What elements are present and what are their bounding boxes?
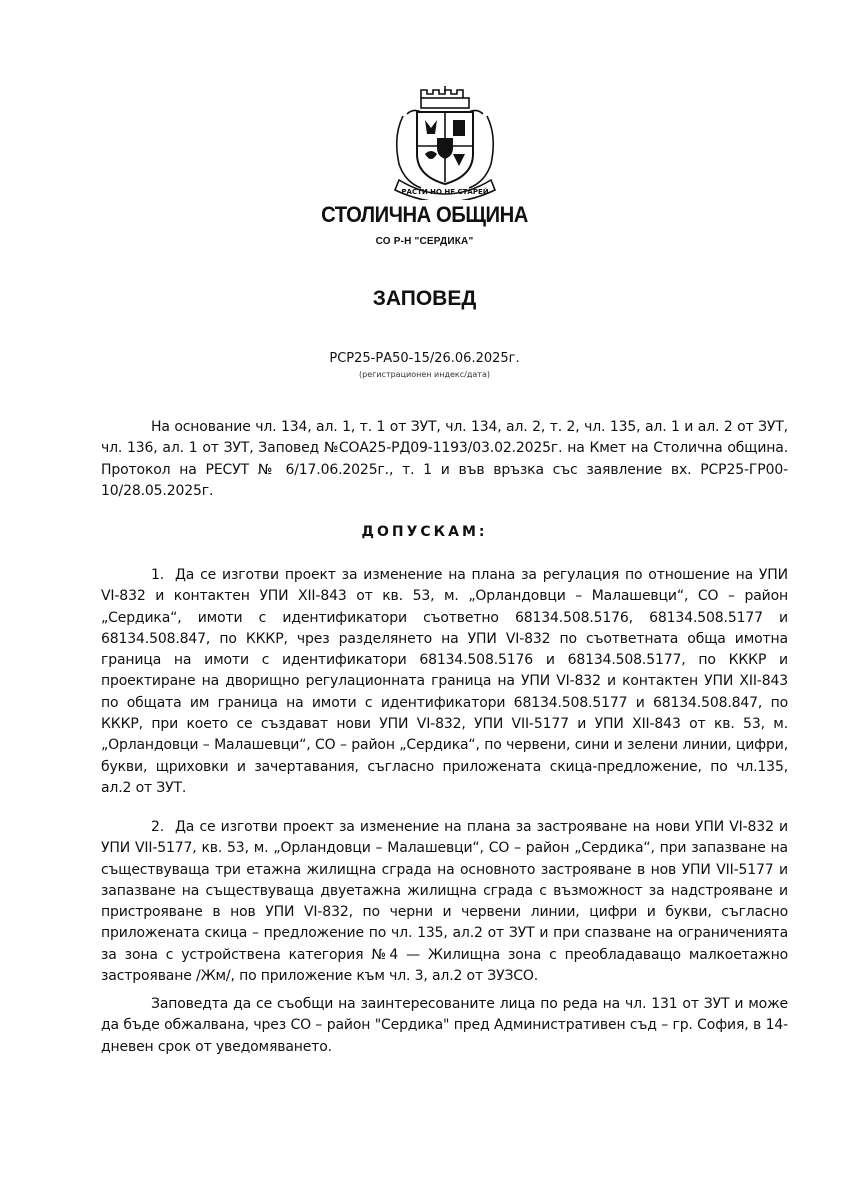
- list-item-text: Да се изготви проект за изменение на плана за застрояване на нови УПИ VI-832 и УПИ VII-5177, кв. 53, м. „Орландовци – Малашевци“, СО – район „Сердика“, при запазване на съществуваща три етажна жилищна сграда на основното застрояване в нов УПИ VII-5177 и запазване на съществуваща двуетажна жилищна сграда с възможност за надстрояване и пристрояване в нов УПИ VI-832, по черни и червени линии, цифри и букви, съгласно приложената скица – предложение по чл. 135, ал.2 от ЗУТ и при спазване на ограниченията за зона с устройствена категория №4 — Жилищна зона с преобладаващо малкоетажно застрояване /Жм/, по приложение към чл. 3, ал.2 от ЗУЗСО.: [101, 819, 788, 985]
- coat-of-arms-icon: [385, 84, 505, 200]
- list-item-1: [101, 565, 788, 799]
- list-item-number: 2.: [151, 819, 165, 835]
- organization-name: СТОЛИЧНА ОБЩИНА: [321, 202, 528, 227]
- section-heading: ДОПУСКАМ:: [361, 524, 488, 540]
- list-item-2: [101, 817, 788, 987]
- registration-note: (регистрационен индекс/дата): [359, 370, 490, 379]
- document-title: ЗАПОВЕД: [372, 287, 477, 310]
- list-item-number: 1.: [151, 567, 165, 583]
- final-paragraph: Заповедта да се съобщи на заинтересованите лица по реда на чл. 131 от ЗУТ и може да бъде обжалвана, чрез СО – район "Сердика" пред Административен съд – гр. София, в 14-дневен срок от уведомяването.: [101, 996, 788, 1055]
- svg-text:РАСТИ НО НЕ СТАРЕЙ: РАСТИ НО НЕ СТАРЕЙ: [401, 188, 489, 196]
- legal-basis-paragraph: На основание чл. 134, ал. 1, т. 1 от ЗУТ, чл. 134, ал. 2, т. 2, чл. 135, ал. 1 и ал. 2 от ЗУТ, чл. 136, ал. 1 от ЗУТ, Заповед №СОА25-РД09-1193/03.02.2025г. на Кмет на Столична община. Протокол на РЕСУТ № 6/17.06.2025г., т. 1 и във връзка със заявление вх. РСР25-ГР00-10/28.05.2025г.: [101, 419, 788, 499]
- registration-number: РСР25-РА50-15/26.06.2025г.: [329, 351, 520, 366]
- list-item-text: Да се изготви проект за изменение на плана за регулация по отношение на УПИ VI-832 и контактен УПИ XII-843 от кв. 53, м. „Орландовци – Малашевци“, СО – район „Сердика“, имоти с идентификатори съответно 68134.508.5176, 68134.508.5177 и 68134.508.847, по КККР, чрез разделянето на УПИ VI-832 по съответната обща имотна граница на имоти с идентификатори 68134.508.5176 и 68134.508.5177, по КККР и проектиране на дворищно регулационната граница на УПИ VI-832 и контактен УПИ XII-843 по общата им граница на имоти с идентификатори 68134.508.5177 и 68134.508.847, по КККР, при което се създават нови УПИ VI-832, УПИ VII-5177 и УПИ XII-843 от кв. 53, м. „Орландовци – Малашевци“, СО – район „Сердика“, по червени, сини и зелени линии, цифри, букви, щриховки и зачертавания, съгласно приложената скица-предложение, по чл.135, ал.2 от ЗУТ.: [101, 567, 788, 796]
- organization-district: СО Р-Н "СЕРДИКА": [375, 236, 474, 247]
